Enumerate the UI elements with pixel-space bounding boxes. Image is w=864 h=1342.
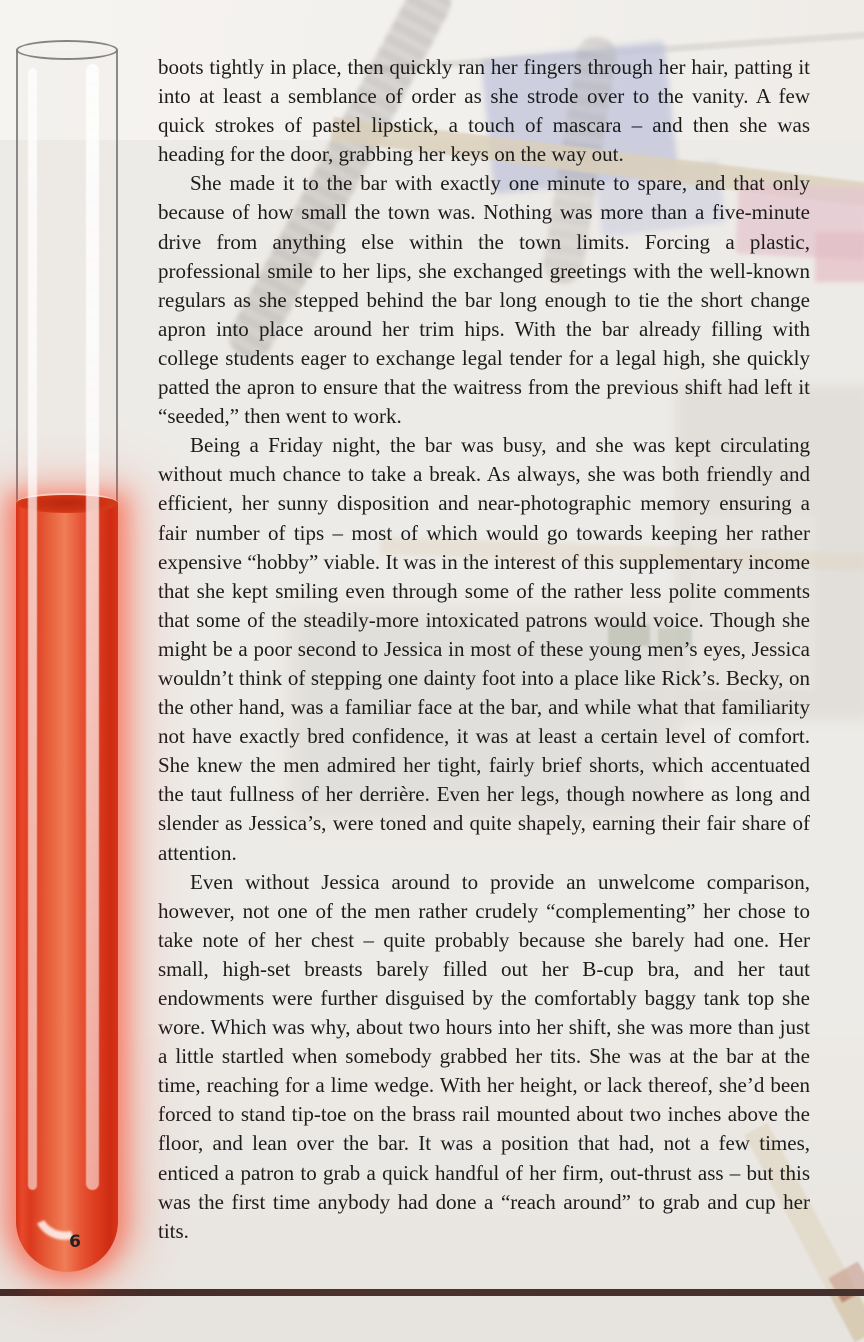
bottom-edge-strip [0,1289,864,1296]
paragraph: Even without Jessica around to provide an unwelcome comparison, however, not one of the men rather crudely “complementing” her chose to take note of her chest – quite probably because she barely had one. Her small, high-set breasts barely filled out her B-cup bra, and her taut endowments were further disguised by the comfortably baggy tank top she wore. Which was why, about two hours into her shift, she was more than just a little startled when somebody grabbed her tits. She was at the bar at the time, reaching for a lime wedge. With her height, or lack thereof, she’d been forced to stand tip-toe on the brass rail mounted about two inches above the floor, and lean over the bar. It was a position that had, not a few times, enticed a patron to grab a quick handful of her firm, out-thrust ass – but this was the first time anybody had done a “reach around” to grab and cup her tits. [158,869,810,1243]
test-tube-highlight-right [86,64,99,1190]
test-tube-graphic [16,40,118,1276]
paragraph: Being a Friday night, the bar was busy, and she was kept circulating without much chance to take a break. As always, she was both friendly and efficient, her sunny disposition and near-photographic memory ensuring a fair number of tips – most of which would go towards keeping her rather expensive “hobby” viable. It was in the interest of this supplementary income that she kept smiling even through some of the rather less polite comments that some of the steadily-more intoxicated patrons would voice. Though she might be a poor second to Jessica in most of these young men’s eyes, Jessica wouldn’t think of stepping one dainty foot into a place like Rick’s. Becky, on the other hand, was a familiar face at the bar, and while what that familiarity not have exactly bred confidence, it was at least a certain level of comfort. She knew the men admired her tight, fairly brief shorts, which accentuated the taut fullness of her derrière. Even her legs, though nowhere as long and slender as Jessica’s, were toned and quite shapely, earning their fair share of attention. [158,433,810,865]
page-number: 6 [69,1232,81,1252]
test-tube-highlight-left [28,68,37,1190]
paragraph: She made it to the bar with exactly one minute to spare, and that only because of how small the town was. Nothing was more than a five-minute drive from anything else within the town limits. Forcing a plastic, professional smile to her lips, she exchanged greetings with the well-known regulars as she stepped behind the bar long enough to tie the short change apron into place around her trim hips. With the bar already filling with college students eager to exchange legal tender for a legal high, she quickly patted the apron to ensure that the waitress from the previous shift had left it “seeded,” then went to work. [158,171,810,429]
paragraph: boots tightly in place, then quickly ran her fingers through her hair, patting it into at least a semblance of order as she strode over to the vanity. A few quick strokes of pastel lipstick, a touch of mascara – and then she was heading for the door, grabbing her keys on the way out. [158,55,810,167]
page-text-column [158,53,810,1246]
test-tube-rim [16,40,118,60]
